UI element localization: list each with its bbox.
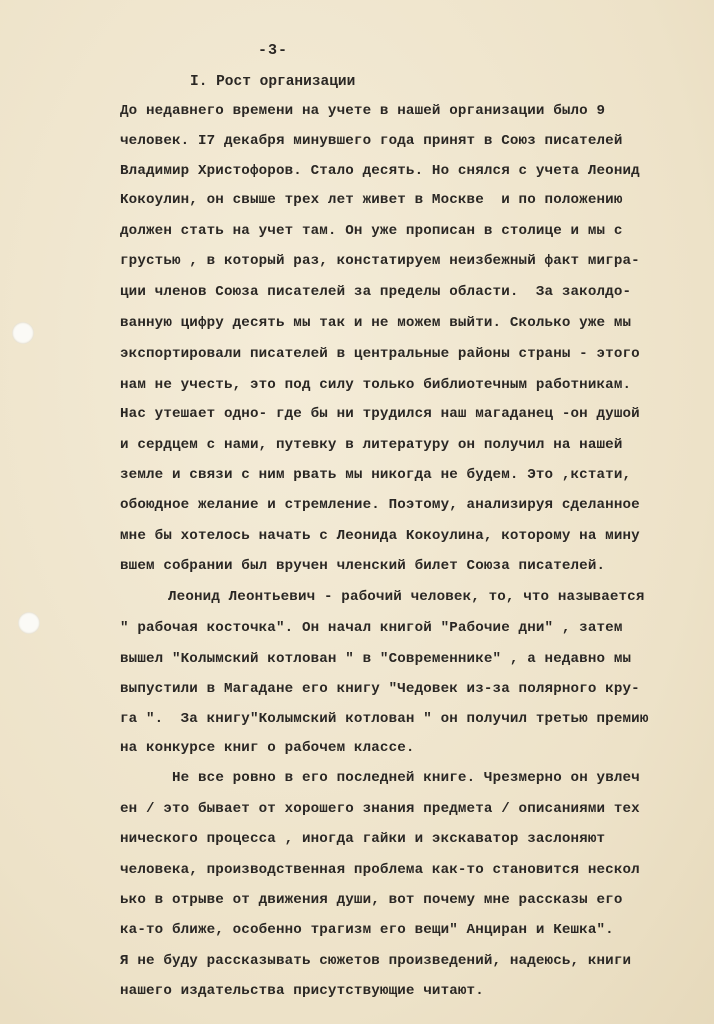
text-line: мне бы хотелось начать с Леонида Кокоулина, которому на мину xyxy=(120,528,640,544)
text-line: Владимир Христофоров. Стало десять. Но снялся с учета Леонид xyxy=(120,163,640,179)
text-line: До недавнего времени на учете в нашей организации было 9 xyxy=(120,103,606,119)
punch-hole-top xyxy=(12,322,34,344)
text-line: экспортировали писателей в центральные районы страны - этого xyxy=(120,346,640,362)
section-heading: I. Рост организации xyxy=(190,74,356,90)
text-line: грустью , в который раз, констатируем неизбежный факт мигра- xyxy=(120,253,640,269)
text-line: ванную цифру десять мы так и не можем выйти. Сколько уже мы xyxy=(120,315,632,331)
text-line: Леонид Леонтьевич - рабочий человек, то, что называется xyxy=(168,589,645,605)
text-line: " рабочая косточка". Он начал книгой "Рабочие дни" , затем xyxy=(120,620,623,636)
text-line: Я не буду рассказывать сюжетов произведений, надеюсь, книги xyxy=(120,953,632,969)
text-line: ка-то ближе, особенно трагизм его вещи" Анциран и Кешка". xyxy=(120,922,614,938)
text-line: нам не учесть, это под силу только библиотечным работникам. xyxy=(120,377,632,393)
text-line: земле и связи с ним рвать мы никогда не будем. Это ,кстати, xyxy=(120,467,632,483)
text-line: человек. I7 декабря минувшего года принят в Союз писателей xyxy=(120,133,623,149)
text-line: ции членов Союза писателей за пределы области. За заколдо- xyxy=(120,284,632,300)
text-line: ько в отрыве от движения души, вот почему мне рассказы его xyxy=(120,892,623,908)
text-line: нического процесса , иногда гайки и экскаватор заслоняют xyxy=(120,831,606,847)
text-line: на конкурсе книг о рабочем классе. xyxy=(120,740,415,756)
text-line: человека, производственная проблема как-то становится нескол xyxy=(120,862,640,878)
text-line: должен стать на учет там. Он уже прописан в столице и мы с xyxy=(120,223,623,239)
punch-hole-bottom xyxy=(18,612,40,634)
text-line: Не все ровно в его последней книге. Чрезмерно он увлеч xyxy=(172,770,640,786)
text-line: вышел "Колымский котлован " в "Современнике" , а недавно мы xyxy=(120,651,632,667)
text-line: вшем собрании был вручен членский билет Союза писателей. xyxy=(120,558,606,574)
text-line: и сердцем с нами, путевку в литературу он получил на нашей xyxy=(120,437,623,453)
page-number: -3- xyxy=(258,42,289,59)
text-line: выпустили в Магадане его книгу "Чедовек из-за полярного кру- xyxy=(120,681,640,697)
text-line: нашего издательства присутствующие читают. xyxy=(120,983,484,999)
text-line: обоюдное желание и стремление. Поэтому, анализируя сделанное xyxy=(120,497,640,513)
text-line: га ". За книгу"Колымский котлован " он получил третью премию xyxy=(120,711,649,727)
text-line: Нас утешает одно- где бы ни трудился наш магаданец -он душой xyxy=(120,406,640,422)
text-line: Кокоулин, он свыше трех лет живет в Москве и по положению xyxy=(120,192,623,208)
text-line: ен / это бывает от хорошего знания предмета / описаниями тех xyxy=(120,801,640,817)
